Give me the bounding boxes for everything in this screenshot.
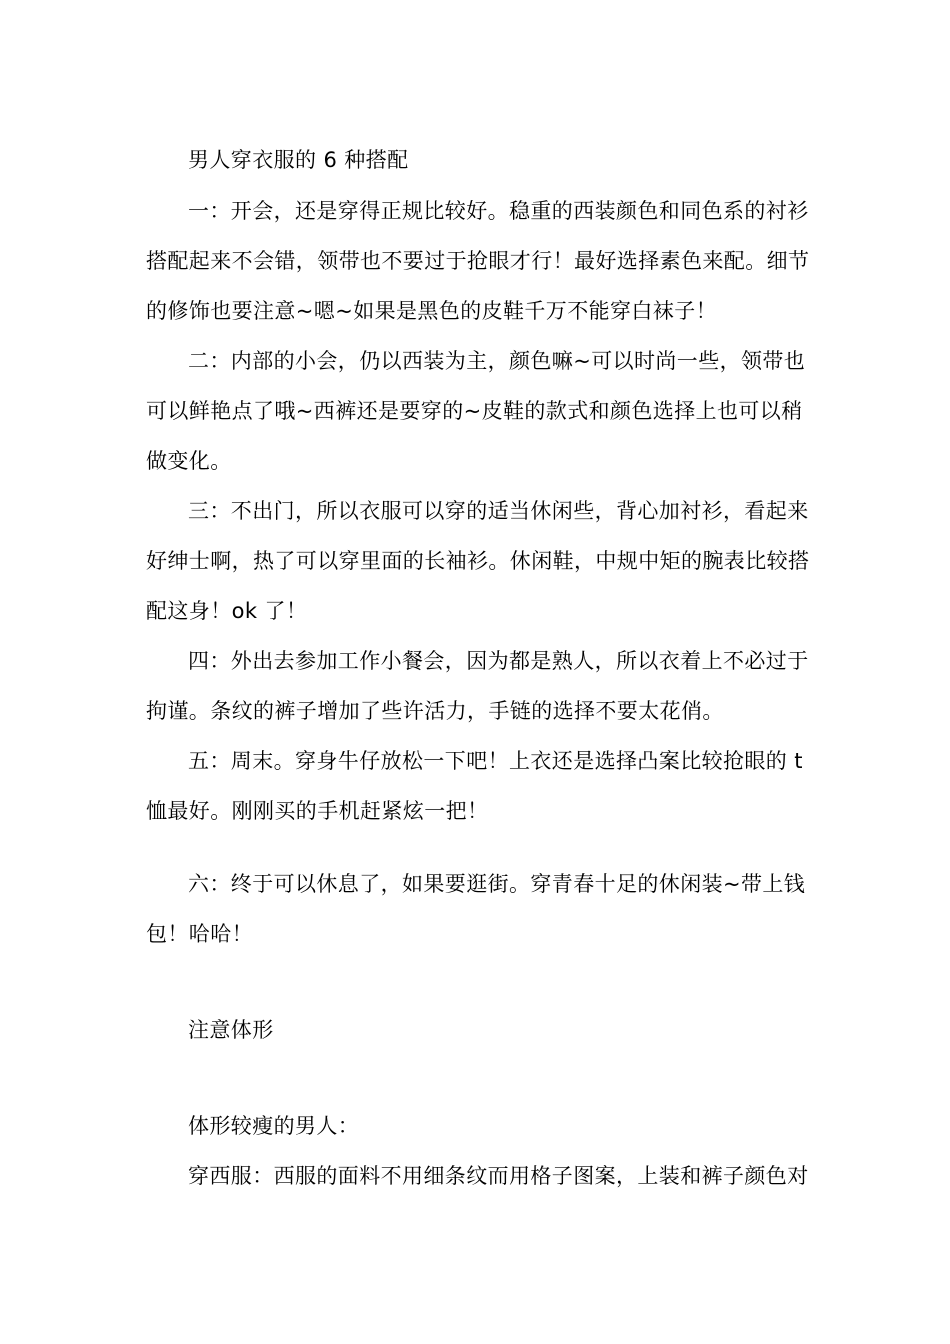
paragraph-line: 的修饰也要注意~嗯~如果是黑色的皮鞋千万不能穿白袜子！ <box>146 299 717 323</box>
paragraph-line: 三：不出门，所以衣服可以穿的适当休闲些，背心加衬衫，看起来 <box>188 499 809 523</box>
document-title: 男人穿衣服的 6 种搭配 <box>188 148 409 172</box>
paragraph-line: 穿西服：西服的面料不用细条纹而用格子图案，上装和裤子颜色对 <box>188 1164 809 1188</box>
paragraph-line: 搭配起来不会错，领带也不要过于抢眼才行！最好选择素色来配。细节 <box>146 249 810 273</box>
paragraph-line: 包！哈哈！ <box>146 922 253 946</box>
paragraph-line: 四：外出去参加工作小餐会，因为都是熟人，所以衣着上不必过于 <box>188 649 809 673</box>
subsection-heading: 体形较瘦的男人： <box>188 1114 360 1138</box>
paragraph-line: 恤最好。刚刚买的手机赶紧炫一把！ <box>146 799 489 823</box>
paragraph-line: 拘谨。条纹的裤子增加了些许活力，手链的选择不要太花俏。 <box>146 699 724 723</box>
paragraph-line: 可以鲜艳点了哦~西裤还是要穿的~皮鞋的款式和颜色选择上也可以稍 <box>146 399 803 423</box>
paragraph-line: 五：周末。穿身牛仔放松一下吧！上衣还是选择凸案比较抢眼的 t <box>188 749 803 773</box>
section-heading: 注意体形 <box>188 1018 274 1042</box>
paragraph-line: 二：内部的小会，仍以西装为主，颜色嘛~可以时尚一些，领带也 <box>188 349 806 373</box>
paragraph-line: 六：终于可以休息了，如果要逛街。穿青春十足的休闲装~带上钱 <box>188 872 806 896</box>
paragraph-line: 配这身！ok 了！ <box>146 599 308 623</box>
paragraph-line: 一：开会，还是穿得正规比较好。稳重的西装颜色和同色系的衬衫 <box>188 199 809 223</box>
paragraph-line: 做变化。 <box>146 449 232 473</box>
paragraph-line: 好绅士啊，热了可以穿里面的长袖衫。休闲鞋，中规中矩的腕表比较搭 <box>146 549 810 573</box>
